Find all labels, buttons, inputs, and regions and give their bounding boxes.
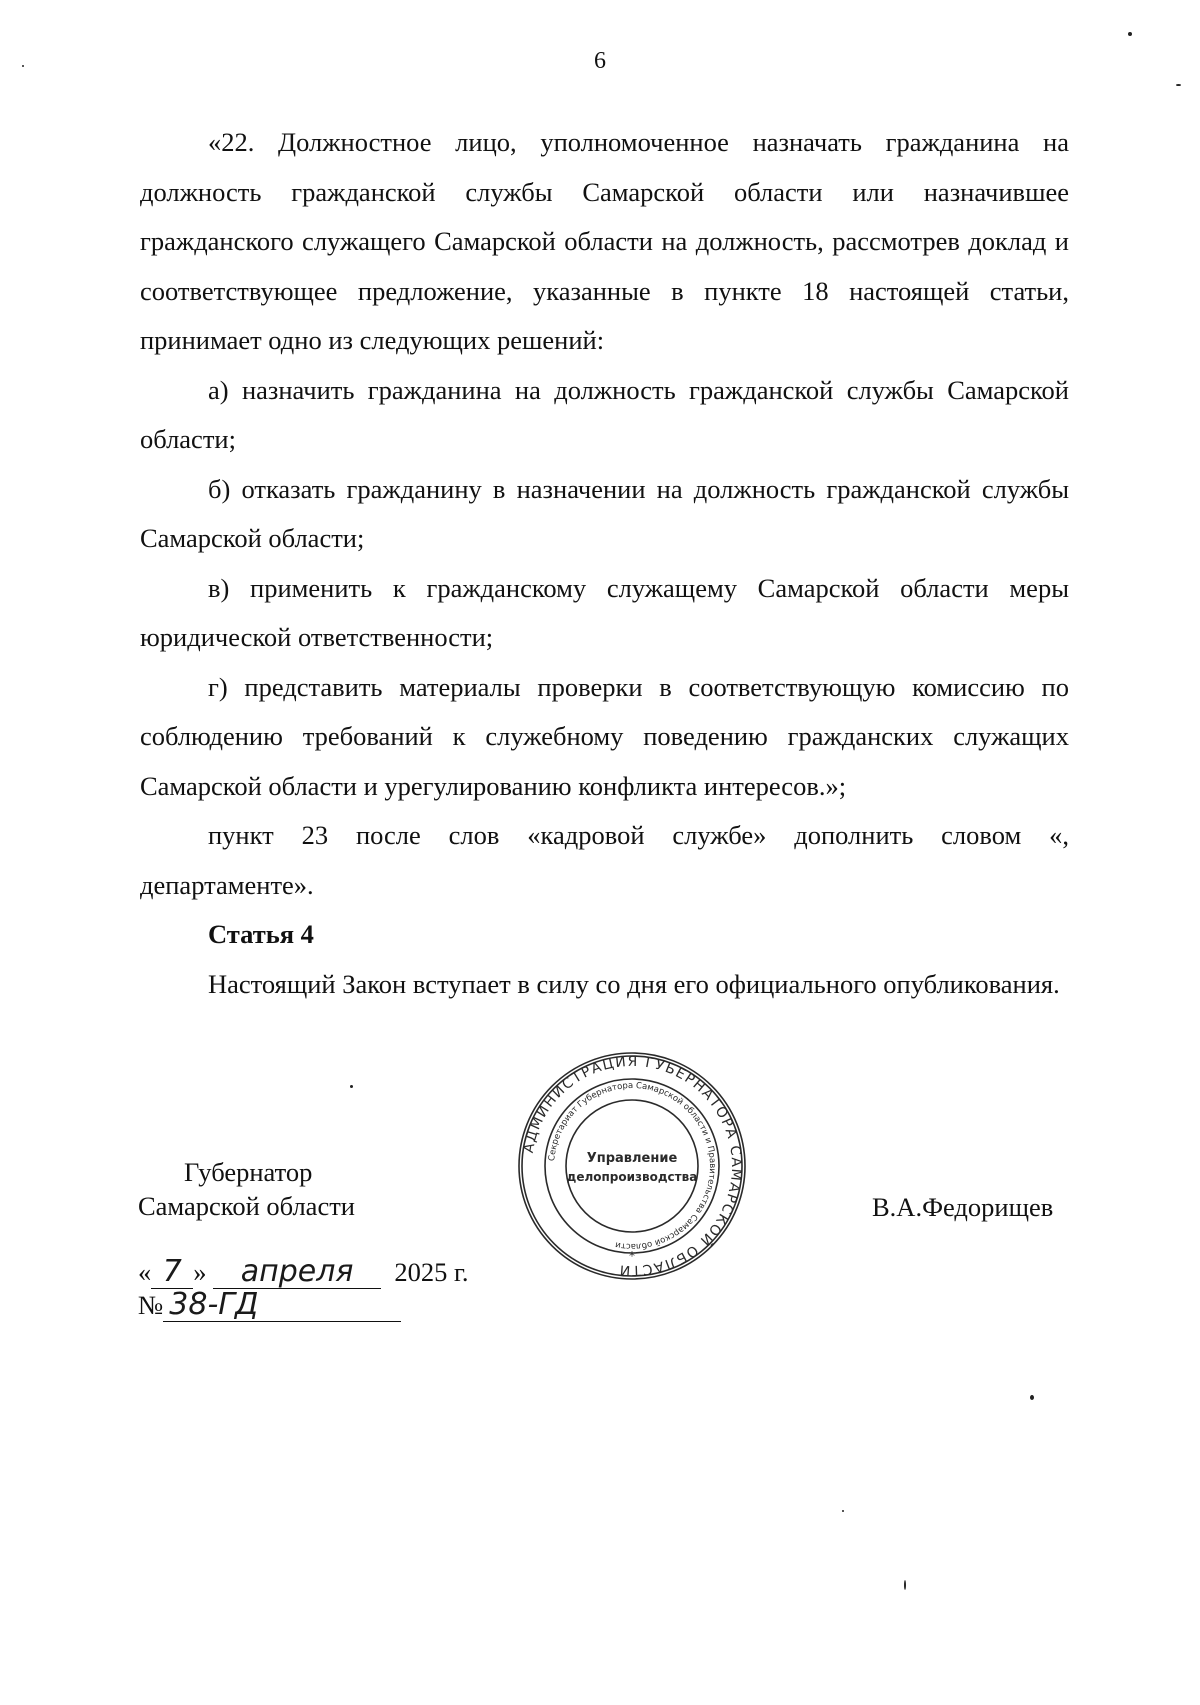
list-item-v: в) применить к гражданскому служащему Самарской области меры юридической ответственности; xyxy=(140,572,1069,652)
scan-speck xyxy=(1176,84,1181,86)
signatory-title xyxy=(138,1155,355,1223)
handwritten-month: апреля xyxy=(213,1256,381,1289)
scan-speck xyxy=(1128,32,1132,36)
scan-speck xyxy=(842,1510,844,1512)
stamp-center-line2: делопроизводства xyxy=(566,1170,698,1184)
signatory-title-line1: Губернатор xyxy=(184,1157,313,1187)
number-line xyxy=(138,1289,469,1322)
scan-speck xyxy=(904,1580,906,1590)
stamp-inner-text: Секретариат Губернатора Самарской области и Правительства Самарской области xyxy=(547,1080,718,1252)
quote-close: » xyxy=(193,1257,207,1287)
handwritten-day: 7 xyxy=(151,1256,193,1289)
list-item-b: б) отказать гражданину в назначении на должность гражданской службы Самарской области; xyxy=(140,473,1069,553)
document-body xyxy=(140,118,1069,1009)
stamp-outer-text: АДМИНИСТРАЦИЯ ГУБЕРНАТОРА САМАРСКОЙ ОБЛАСТИ xyxy=(520,1053,745,1279)
date-line xyxy=(138,1256,469,1289)
article-text: Настоящий Закон вступает в силу со дня его официального опубликования. xyxy=(208,968,1060,999)
quote-open: « xyxy=(138,1257,152,1287)
year: 2025 г. xyxy=(394,1257,469,1287)
handwritten-number: 38-ГД xyxy=(163,1289,401,1322)
signatory-name: В.А.Федорищев xyxy=(872,1192,1054,1222)
number-label: № xyxy=(138,1290,164,1320)
paragraph-23-amendment: пункт 23 после слов «кадровой службе» дополнить словом «, департаменте». xyxy=(140,820,1069,900)
stamp-center-line1: Управление xyxy=(586,1151,678,1166)
list-item-g: г) представить материалы проверки в соответствующую комиссию по соблюдению требований к служебному поведению гражданских служащих Самарской области и урегулированию конфликта интересов.»; xyxy=(140,671,1069,801)
scan-speck xyxy=(350,1085,353,1088)
stamp-star: * xyxy=(629,1249,635,1263)
paragraph-22: «22. Должностное лицо, уполномоченное назначать гражданина на должность гражданской службы Самарской области или назначившее гражданского служащего Самарской области на должность, рассмотрев доклад и соответствующее предложение, указанные в пункте 18 настоящей статьи, принимает одно из следующих решений: xyxy=(140,127,1069,355)
signatory-title-line2: Самарской области xyxy=(138,1191,355,1221)
date-number-block xyxy=(138,1256,469,1322)
article-heading: Статья 4 xyxy=(208,919,314,949)
page-number: 6 xyxy=(594,48,606,74)
scan-speck xyxy=(22,65,24,67)
official-stamp xyxy=(516,1050,748,1282)
scan-speck xyxy=(1030,1395,1034,1400)
list-item-a: а) назначить гражданина на должность гражданской службы Самарской области; xyxy=(140,374,1069,454)
